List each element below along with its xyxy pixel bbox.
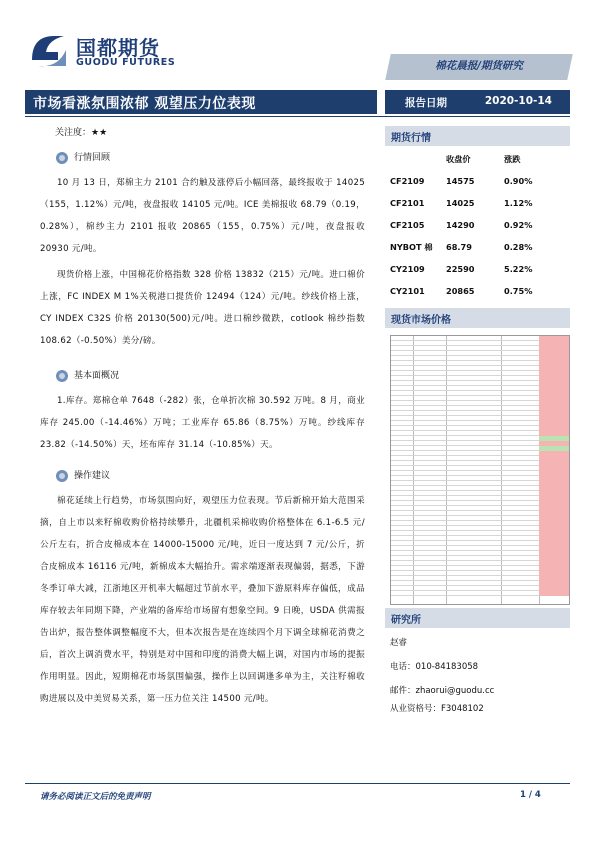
- bullet-circle-icon: [56, 470, 68, 482]
- col-price-header: 收盘价: [446, 154, 471, 164]
- bullet-circle-icon: [56, 370, 68, 382]
- review-paragraph-1: 10 月 13 日，郑棉主力 2101 合约触及涨停后小幅回落，最终报收于 14025（155，1.12%）元/吨，夜盘报收 14105 元/吨。ICE 美棉报收 68.79（0.19，0.28%），棉纱主力 2101 报收 20865（155，0.75%）元/吨，夜盘报收 20930 元/吨。: [40, 178, 365, 254]
- spot-table-row: [391, 591, 569, 596]
- close-price: 14575: [446, 176, 475, 186]
- close-price: 22590: [446, 264, 475, 274]
- contract-name: CY2101: [390, 286, 425, 296]
- footer-divider: [25, 783, 570, 784]
- report-type-label: 棉花晨报/期货研究: [435, 60, 523, 72]
- contract-name: NYBOT 棉: [390, 242, 433, 252]
- close-price: 68.79: [446, 242, 472, 252]
- contract-name: CF2105: [390, 220, 425, 230]
- futures-quotes-table: [390, 150, 565, 326]
- close-price: 14290: [446, 220, 475, 230]
- attention-rating: 关注度：★★: [55, 128, 108, 138]
- price-change: 0.75%: [504, 286, 533, 296]
- review-paragraph-2: 现货价格上涨，中国棉花价格指数 328 价格 13832（215）元/吨。进口棉价上涨，FC INDEX M 1%关税港口提货价 12494（124）元/吨。纱线价格上涨，CY INDEX C32S 价格 20130(500)元/吨。进口棉纱微跌，cotlook 棉纱指数 108.62（-0.50%）美分/磅。: [40, 270, 365, 346]
- quote-row: [390, 194, 565, 216]
- quotes-header-row: [390, 150, 565, 172]
- bullet-circle-icon: [56, 152, 68, 164]
- research-email: 邮件：zhaorui@guodu.cc: [390, 686, 495, 696]
- contract-name: CF2109: [390, 176, 425, 186]
- close-price: 14025: [446, 198, 475, 208]
- logo-cn: 国都期货: [76, 36, 160, 60]
- fundamentals-paragraph: 1.库存。郑棉仓单 7648（-282）张，仓单折次棉 30.592 万吨。8 月，商业库存 245.00（-14.46%）万吨；工业库存 65.86（8.75%）万吨。纱线库存 23.82（-14.50%）天，坯布库存 31.14（-10.85%）天。: [40, 396, 365, 450]
- page-number: 1 / 4: [520, 790, 541, 800]
- date-label: 报告日期: [405, 97, 447, 109]
- quote-row: [390, 216, 565, 238]
- spot-prices-heading: 现货市场价格: [385, 308, 570, 328]
- close-price: 20865: [446, 286, 475, 296]
- contract-name: CF2101: [390, 198, 425, 208]
- header-divider: [25, 116, 570, 117]
- quote-row: [390, 282, 565, 304]
- advice-paragraph: 棉花延续上行趋势，市场氛围向好，观望压力位表现。节后新棉开始大范围采摘，自上市以来籽棉收购价格持续攀升，北疆机采棉收购价格整体在 6.1-6.5 元/公斤左右，折合皮棉成本在 14000-15000 元/吨，近日一度达到 7 元/公斤，折合皮棉成本 16116 元/吨，新棉成本大幅抬升。需求端逐渐表现偏弱，据悉，下游冬季订单大减，江浙地区开机率大幅超过节前水平，叠加下游原料库存偏低，成品库存较去年同期下降，产业端的备库给市场留有想象空间。9 日晚，USDA 供需报告出炉，报告整体调整幅度不大，但本次报告是在连续四个月下调全球棉花消费之后，首次上调消费水平，特别是对中国和印度的消费大幅上调，对国内市场的提振作用明显。因此，短期棉花市场氛围偏强，操作上以回调逢多单为主，关注籽棉收购进展以及中美贸易关系，第一压力位关注 14500 元/吨。: [40, 496, 365, 704]
- report-title: 市场看涨氛围浓郁 观望压力位表现: [33, 96, 256, 112]
- change-cell: [539, 591, 569, 596]
- research-author: 赵睿: [390, 638, 408, 648]
- col-change-header: 涨跌: [504, 154, 521, 164]
- report-date-bar: [385, 90, 570, 114]
- logo-en: GUODU FUTURES: [76, 57, 176, 68]
- section-heading-advice: 操作建议: [56, 468, 110, 482]
- quote-row: [390, 260, 565, 282]
- price-change: 1.12%: [504, 198, 533, 208]
- section-heading-review: 行情回顾: [56, 150, 110, 164]
- research-heading: 研究所: [385, 608, 570, 628]
- price-change: 0.90%: [504, 176, 533, 186]
- research-license: 从业资格号：F3048102: [390, 704, 484, 714]
- spot-price-table-image: [390, 335, 570, 605]
- disclaimer-note: 请务必阅读正文后的免责声明: [40, 792, 151, 802]
- price-change: 0.28%: [504, 242, 533, 252]
- date-value: 2020-10-14: [484, 95, 552, 107]
- price-change: 5.22%: [504, 264, 533, 274]
- futures-quotes-heading: 期货行情: [385, 126, 570, 146]
- quote-row: [390, 238, 565, 260]
- guodu-logo-icon: [28, 30, 70, 72]
- contract-name: CY2109: [390, 264, 425, 274]
- section-heading-fundamentals: 基本面概况: [56, 368, 119, 382]
- price-change: 0.92%: [504, 220, 533, 230]
- quote-row: [390, 172, 565, 194]
- company-logo: [28, 30, 188, 72]
- research-phone: 电话：010-84183058: [390, 662, 479, 672]
- report-title-bar: [25, 90, 377, 114]
